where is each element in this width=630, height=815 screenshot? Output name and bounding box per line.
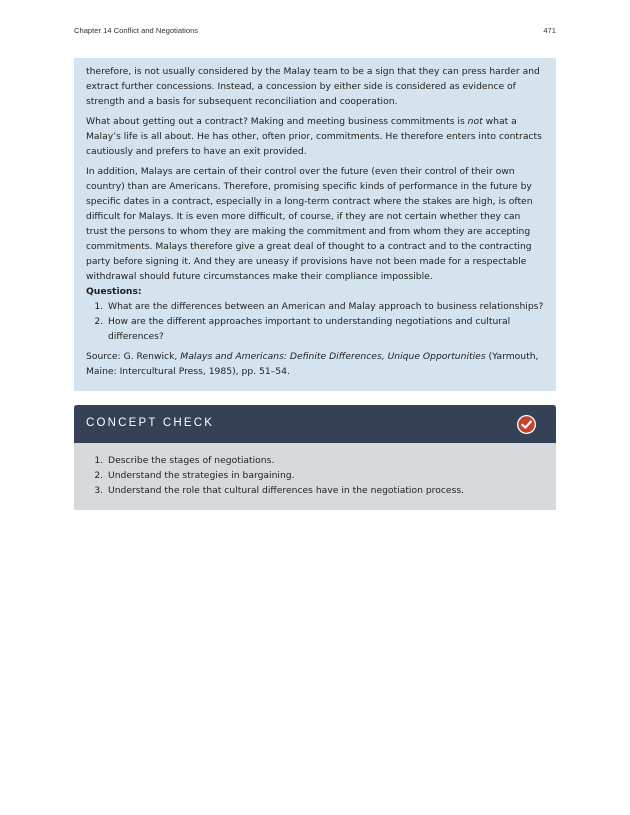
concept-check-item: 2. Understand the strategies in bargaining.	[106, 468, 464, 483]
concept-check-box	[74, 405, 556, 510]
source-citation	[86, 349, 544, 379]
concept-check-item: 1. Describe the stages of negotiations.	[106, 453, 464, 468]
questions-list	[86, 299, 544, 344]
question-item: 2. How are the different approaches important to understanding negotiations and cultural differences?	[106, 314, 544, 344]
running-header-chapter: Chapter 14 Conflict and Negotiations	[74, 26, 199, 35]
source-suffix: (Yarmouth, Maine: Intercultural Press, 1985), pp. 51–54.	[86, 351, 539, 377]
case-paragraph-2	[86, 114, 544, 159]
case-paragraph-3: In addition, Malays are certain of their control over the future (even their control of their own country) than are Americans. Therefore, promising specific kinds of performance in the future by specific dates in a contract, especially in a long-term contract where the stakes are high, is often difficult for Malays. It is even more difficult, of course, if they are not certain whether they can trust the persons to whom they are making the commitment and from whom they are accepting commitments. Malays therefore give a great deal of thought to a contract and to the contracting party before signing it. And they are uneasy if provisions have not been made for a respectable withdrawal should future circumstances make their compliance impossible.	[86, 166, 533, 282]
source-prefix: Source: G. Renwick,	[86, 351, 181, 362]
concept-check-list	[86, 453, 464, 498]
case-study-box	[74, 58, 556, 391]
checkmark-icon	[517, 415, 536, 434]
case-paragraph-2-start: What about getting out a contract? Making and meeting business commitments is	[86, 116, 468, 127]
concept-check-header	[74, 405, 556, 443]
concept-check-item: 3. Understand the role that cultural differences have in the negotiation process.	[106, 483, 464, 498]
case-paragraph-2-emphasis: not	[467, 116, 483, 127]
questions-heading: Questions:	[86, 286, 142, 297]
question-item: 1. What are the differences between an American and Malay approach to business relationships?	[106, 299, 544, 314]
page-number: 471	[543, 26, 556, 35]
case-paragraph-2-end: what a Malay’s life is all about. He has other, often prior, commitments. He therefore enters into contracts cautiously and prefers to have an exit provided.	[86, 116, 542, 157]
concept-check-title: CONCEPT CHECK	[86, 417, 215, 429]
case-paragraph-1: therefore, is not usually considered by the Malay team to be a sign that they can press harder and extract further concessions. Instead, a concession by either side is considered as evidence of strength and a basis for subsequent reconciliation and cooperation.	[86, 66, 540, 107]
source-title: Malays and Americans: Definite Differences, Unique Opportunities	[180, 351, 486, 362]
